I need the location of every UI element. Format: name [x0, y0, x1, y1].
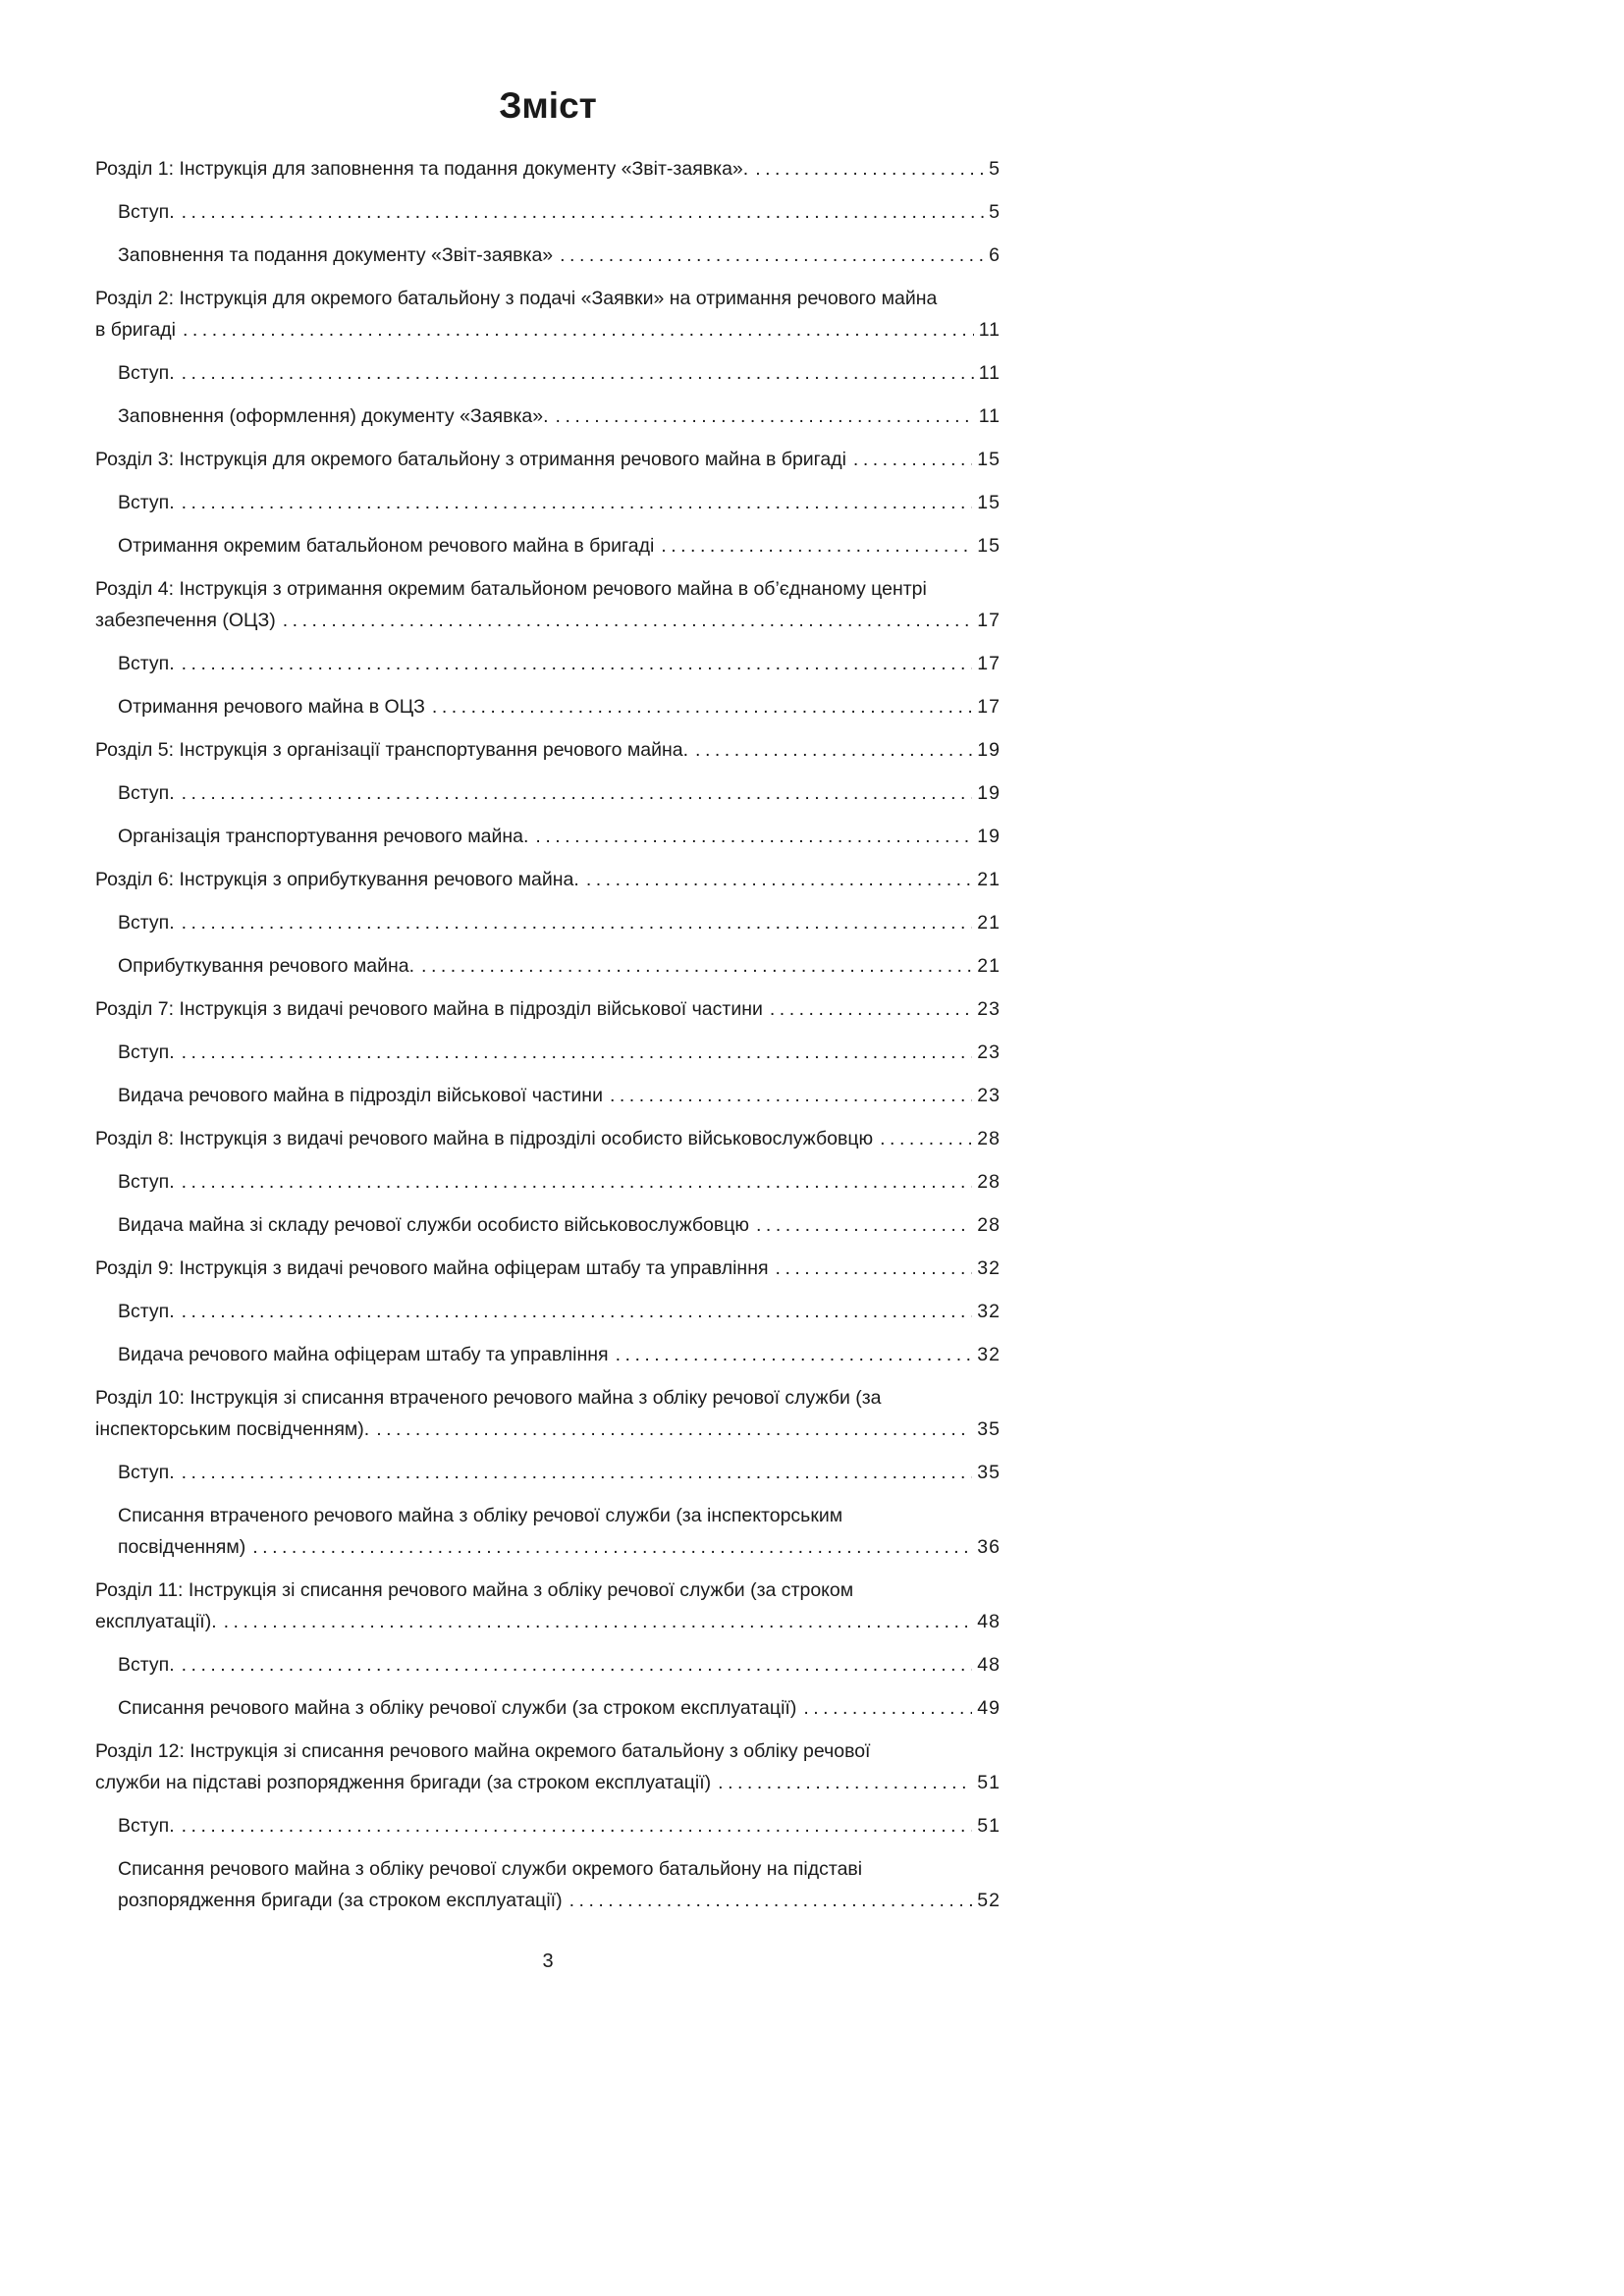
toc-page-number: 49: [977, 1697, 1001, 1719]
toc-entry-text: Вступ.: [118, 362, 175, 384]
toc-sub-entry: [95, 1166, 1001, 1198]
toc-leader-dots: [556, 400, 974, 432]
toc-sub-entry: [95, 530, 1001, 561]
toc-page-number: 52: [977, 1890, 1001, 1911]
toc-page-number: 19: [977, 826, 1001, 847]
toc-leader-dots: [586, 864, 972, 895]
toc-entry-text: інспекторським посвідченням).: [95, 1418, 370, 1440]
toc-entry-text: Вступ.: [118, 1041, 175, 1063]
toc-sub-entry: [95, 1649, 1001, 1681]
toc-sub-entry: [95, 648, 1001, 679]
toc-leader-dots: [183, 314, 974, 346]
toc-entry-last-line: [118, 1339, 1001, 1370]
toc-entry-text: служби на підставі розпорядження бригади (за строком експлуатації): [95, 1772, 712, 1793]
toc-page-number: 28: [977, 1171, 1001, 1193]
toc-sub-entry: [95, 400, 1001, 432]
toc-page-number: 48: [977, 1611, 1001, 1632]
toc-entry-last-line: [95, 1414, 1001, 1445]
toc-entry-last-line: [118, 530, 1001, 561]
toc-page-number: 11: [978, 362, 1001, 384]
toc-entry-last-line: [95, 1606, 1001, 1637]
toc-sub-entry: [95, 1500, 1001, 1563]
toc-entry-last-line: [118, 357, 1001, 389]
toc-entry-last-line: [118, 1080, 1001, 1111]
toc-entry-text: Розділ 8: Інструкція з видачі речового майна в підрозділі особисто військовослужбовцю: [95, 1128, 874, 1149]
toc-entry-text: посвідченням): [118, 1536, 246, 1558]
toc-page-number: 15: [977, 449, 1001, 470]
toc-entry-last-line: [118, 1296, 1001, 1327]
toc-page-number: 48: [977, 1654, 1001, 1676]
toc-entry-text: Розділ 12: Інструкція зі списання речового майна окремого батальйону з обліку речової: [95, 1740, 871, 1762]
toc-leader-dots: [756, 1209, 972, 1241]
toc-leader-dots: [182, 648, 973, 679]
toc-leader-dots: [224, 1606, 973, 1637]
toc-entry-text: Видача майна зі складу речової служби особисто військовослужбовцю: [118, 1214, 750, 1236]
toc-entry-last-line: [95, 605, 1001, 636]
toc-leader-dots: [695, 734, 972, 766]
toc-entry-last-line: [118, 1531, 1001, 1563]
toc-entry-text: Вступ.: [118, 1654, 175, 1676]
toc-entry-text: Заповнення (оформлення) документу «Заявка».: [118, 405, 549, 427]
toc-leader-dots: [560, 240, 984, 271]
toc-page-number: 5: [989, 201, 1001, 223]
toc-entry-last-line: [118, 240, 1001, 271]
toc-page-number: 17: [977, 696, 1001, 718]
toc-leader-dots: [718, 1767, 972, 1798]
toc-entry-text: Розділ 9: Інструкція з видачі речового майна офіцерам штабу та управління: [95, 1257, 769, 1279]
toc-leader-dots: [755, 153, 984, 185]
toc-entry-text: Вступ.: [118, 912, 175, 934]
toc-entry-text: Вступ.: [118, 1462, 175, 1483]
toc-chapter-entry: [95, 283, 1001, 346]
toc-sub-entry: [95, 777, 1001, 809]
toc-sub-entry: [95, 1810, 1001, 1842]
toc-page-number: 19: [977, 739, 1001, 761]
toc-page-number: 5: [989, 158, 1001, 180]
toc-page-number: 15: [977, 535, 1001, 557]
toc-leader-dots: [182, 907, 973, 938]
toc-chapter-entry: [95, 1575, 1001, 1637]
page-number-footer: 3: [542, 1950, 554, 1972]
toc-leader-dots: [182, 1296, 973, 1327]
toc-entry-last-line: [118, 1209, 1001, 1241]
toc-leader-dots: [421, 950, 972, 982]
toc-entry-last-line: [118, 400, 1001, 432]
toc-entry-last-line: [118, 1692, 1001, 1724]
toc-sub-entry: [95, 240, 1001, 271]
toc-sub-entry: [95, 1339, 1001, 1370]
toc-leader-dots: [535, 821, 972, 852]
toc-entry-last-line: [95, 993, 1001, 1025]
toc-leader-dots: [770, 993, 972, 1025]
toc-page-number: 19: [977, 782, 1001, 804]
toc-page-number: 11: [978, 319, 1001, 341]
toc-page-number: 35: [977, 1418, 1001, 1440]
toc-entry-last-line: [95, 734, 1001, 766]
toc-leader-dots: [182, 1810, 973, 1842]
toc-entry-text: Розділ 11: Інструкція зі списання речового майна з обліку речової служби (за строком: [95, 1579, 854, 1601]
toc-sub-entry: [95, 1692, 1001, 1724]
toc-entry-last-line: [118, 1037, 1001, 1068]
toc-leader-dots: [182, 1457, 973, 1488]
toc-entry-last-line: [118, 1885, 1001, 1916]
toc-page-number: 17: [977, 653, 1001, 674]
toc-entry-last-line: [118, 950, 1001, 982]
toc-entry-last-line: [118, 1810, 1001, 1842]
toc-entry-text: Розділ 7: Інструкція з видачі речового майна в підрозділ військової частини: [95, 998, 763, 1020]
toc-entry-text: Вступ.: [118, 653, 175, 674]
toc-sub-entry: [95, 357, 1001, 389]
toc-entry-last-line: [95, 1123, 1001, 1154]
toc-page-number: 23: [977, 1041, 1001, 1063]
toc-entry-last-line: [118, 1457, 1001, 1488]
toc-leader-dots: [803, 1692, 972, 1724]
toc-page-number: 51: [977, 1772, 1001, 1793]
toc-sub-entry: [95, 821, 1001, 852]
toc-leader-dots: [182, 487, 973, 518]
toc-page-number: 21: [977, 955, 1001, 977]
toc-chapter-entry: [95, 993, 1001, 1025]
toc-entry-text: Отримання окремим батальйоном речового майна в бригаді: [118, 535, 655, 557]
toc-page-number: 35: [977, 1462, 1001, 1483]
toc-entry-text: Списання речового майна з обліку речової служби окремого батальйону на підставі: [118, 1858, 863, 1880]
page-content: [95, 0, 1001, 1977]
toc-page-number: 32: [977, 1301, 1001, 1322]
toc-entry-last-line: [118, 1166, 1001, 1198]
toc-page-number: 15: [977, 492, 1001, 513]
toc-sub-entry: [95, 950, 1001, 982]
toc-sub-entry: [95, 1853, 1001, 1916]
toc-page-number: 21: [977, 912, 1001, 934]
toc-leader-dots: [432, 691, 972, 722]
toc-sub-entry: [95, 907, 1001, 938]
toc-page-number: 32: [977, 1344, 1001, 1365]
toc-entry-last-line: [118, 648, 1001, 679]
toc-entry-text: Вступ.: [118, 1815, 175, 1837]
toc-chapter-entry: [95, 573, 1001, 636]
toc-page-number: 17: [977, 610, 1001, 631]
toc-entry-text: Списання втраченого речового майна з обліку речової служби (за інспекторським: [118, 1505, 843, 1526]
toc-entry-text: Розділ 5: Інструкція з організації транспортування речового майна.: [95, 739, 689, 761]
table-of-contents: [95, 153, 1001, 1916]
toc-entry-text: Розділ 1: Інструкція для заповнення та подання документу «Звіт-заявка».: [95, 158, 749, 180]
toc-entry-text: Розділ 2: Інструкція для окремого батальйону з подачі «Заявки» на отримання речового майна: [95, 288, 938, 309]
toc-leader-dots: [182, 357, 974, 389]
toc-leader-dots: [182, 196, 985, 228]
toc-chapter-entry: [95, 1253, 1001, 1284]
toc-leader-dots: [569, 1885, 973, 1916]
toc-entry-text: Розділ 6: Інструкція з оприбуткування речового майна.: [95, 869, 579, 890]
toc-chapter-entry: [95, 1735, 1001, 1798]
toc-sub-entry: [95, 1080, 1001, 1111]
toc-entry-last-line: [95, 1767, 1001, 1798]
toc-entry-text: Оприбуткування речового майна.: [118, 955, 415, 977]
toc-page-number: 28: [977, 1128, 1001, 1149]
toc-sub-entry: [95, 196, 1001, 228]
toc-entry-text: Вступ.: [118, 1171, 175, 1193]
toc-leader-dots: [853, 444, 972, 475]
toc-entry-last-line: [95, 153, 1001, 185]
page-title: Зміст: [499, 85, 597, 126]
toc-sub-entry: [95, 1457, 1001, 1488]
toc-chapter-entry: [95, 734, 1001, 766]
toc-entry-text: в бригаді: [95, 319, 176, 341]
toc-entry-text: Організація транспортування речового майна.: [118, 826, 529, 847]
toc-sub-entry: [95, 1037, 1001, 1068]
toc-entry-last-line: [118, 777, 1001, 809]
toc-chapter-entry: [95, 1382, 1001, 1445]
toc-leader-dots: [880, 1123, 972, 1154]
toc-entry-last-line: [118, 907, 1001, 938]
toc-leader-dots: [661, 530, 972, 561]
toc-leader-dots: [283, 605, 973, 636]
toc-page-number: 23: [977, 998, 1001, 1020]
toc-entry-last-line: [118, 1649, 1001, 1681]
toc-sub-entry: [95, 691, 1001, 722]
toc-page-number: 6: [989, 244, 1001, 266]
toc-page-number: 11: [978, 405, 1001, 427]
toc-entry-text: Розділ 4: Інструкція з отримання окремим батальйоном речового майна в об’єднаному центрі: [95, 578, 927, 600]
toc-entry-text: Вступ.: [118, 782, 175, 804]
toc-leader-dots: [252, 1531, 972, 1563]
toc-entry-text: Заповнення та подання документу «Звіт-заявка»: [118, 244, 554, 266]
toc-leader-dots: [616, 1339, 973, 1370]
toc-leader-dots: [776, 1253, 973, 1284]
toc-entry-text: Розділ 10: Інструкція зі списання втраченого речового майна з обліку речової служби (за: [95, 1387, 882, 1409]
toc-chapter-entry: [95, 444, 1001, 475]
toc-entry-text: Отримання речового майна в ОЦЗ: [118, 696, 425, 718]
toc-entry-last-line: [95, 444, 1001, 475]
toc-entry-text: Вступ.: [118, 201, 175, 223]
toc-entry-last-line: [95, 314, 1001, 346]
toc-entry-last-line: [118, 821, 1001, 852]
toc-leader-dots: [182, 777, 973, 809]
toc-entry-text: експлуатації).: [95, 1611, 217, 1632]
toc-page-number: 23: [977, 1085, 1001, 1106]
toc-entry-last-line: [118, 487, 1001, 518]
toc-page-number: 36: [977, 1536, 1001, 1558]
toc-entry-last-line: [118, 196, 1001, 228]
toc-page-number: 21: [977, 869, 1001, 890]
toc-entry-last-line: [95, 1253, 1001, 1284]
toc-entry-text: розпорядження бригади (за строком експлуатації): [118, 1890, 563, 1911]
toc-entry-text: Видача речового майна офіцерам штабу та управління: [118, 1344, 609, 1365]
toc-leader-dots: [182, 1166, 973, 1198]
toc-sub-entry: [95, 1209, 1001, 1241]
toc-entry-text: забезпечення (ОЦЗ): [95, 610, 276, 631]
toc-sub-entry: [95, 487, 1001, 518]
toc-leader-dots: [610, 1080, 972, 1111]
toc-entry-last-line: [95, 864, 1001, 895]
toc-chapter-entry: [95, 864, 1001, 895]
toc-page-number: 32: [977, 1257, 1001, 1279]
toc-page-number: 51: [977, 1815, 1001, 1837]
toc-entry-text: Списання речового майна з обліку речової служби (за строком експлуатації): [118, 1697, 797, 1719]
toc-entry-text: Видача речового майна в підрозділ військової частини: [118, 1085, 603, 1106]
toc-page-number: 28: [977, 1214, 1001, 1236]
toc-leader-dots: [376, 1414, 972, 1445]
toc-chapter-entry: [95, 153, 1001, 185]
toc-entry-text: Вступ.: [118, 1301, 175, 1322]
toc-leader-dots: [182, 1649, 973, 1681]
toc-entry-text: Розділ 3: Інструкція для окремого батальйону з отримання речового майна в бригаді: [95, 449, 846, 470]
toc-entry-text: Вступ.: [118, 492, 175, 513]
toc-leader-dots: [182, 1037, 973, 1068]
toc-chapter-entry: [95, 1123, 1001, 1154]
toc-entry-last-line: [118, 691, 1001, 722]
toc-sub-entry: [95, 1296, 1001, 1327]
